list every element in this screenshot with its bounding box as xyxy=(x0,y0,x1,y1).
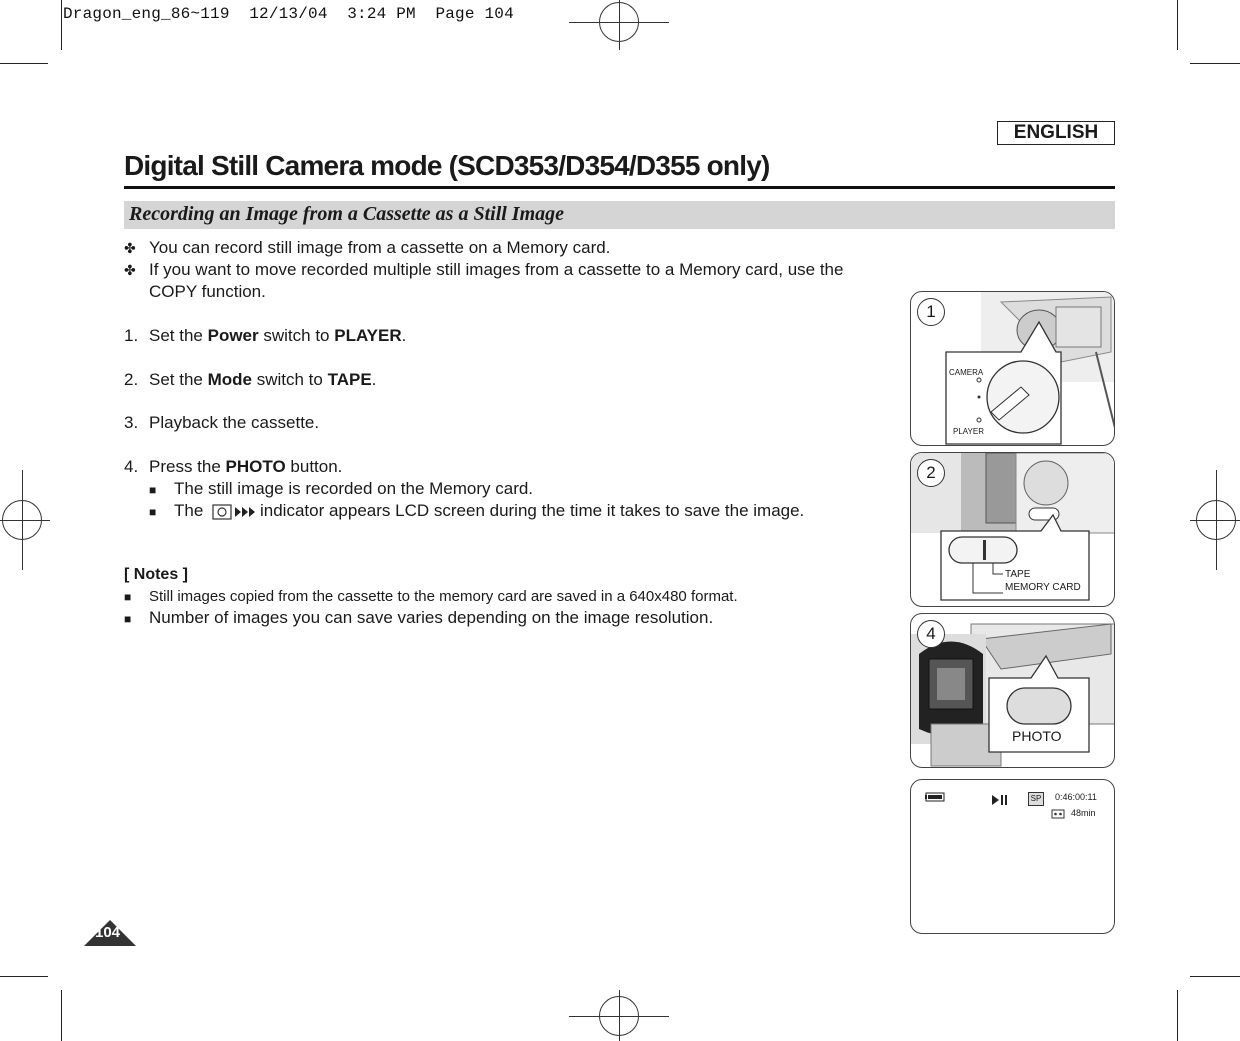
mode-label-tape: TAPE xyxy=(1005,569,1031,580)
crop-mark xyxy=(61,990,62,1041)
figure-photo-button xyxy=(910,613,1115,768)
step-4-sub: ■ The still image is recorded on the Memory card. xyxy=(149,479,534,498)
crop-mark xyxy=(1190,63,1240,64)
switch-label-player: PLAYER xyxy=(953,427,984,436)
figure-number-badge: 1 xyxy=(917,298,945,326)
note-item: ■ Number of images you can save varies depending on the image resolution. xyxy=(124,608,714,627)
figure-number-badge: 2 xyxy=(917,459,945,487)
mode-label-memory-card: MEMORY CARD xyxy=(1005,582,1081,593)
figure-power-switch xyxy=(910,291,1115,446)
cross-bullet-icon: ✤ xyxy=(124,262,136,278)
print-header: Dragon_eng_86~119 12/13/04 3:24 PM Page 104 xyxy=(63,5,514,23)
cross-bullet-icon: ✤ xyxy=(124,240,136,256)
bullet-item: ✤ If you want to move recorded multiple still images from a cassette to a Memory card, use the xyxy=(124,260,844,279)
title-rule xyxy=(124,186,1115,189)
square-bullet-icon: ■ xyxy=(149,505,157,519)
crop-mark xyxy=(1177,990,1178,1041)
photo-button-label: PHOTO xyxy=(1012,728,1062,744)
square-bullet-icon: ■ xyxy=(124,612,132,626)
camera-copy-indicator-icon xyxy=(212,503,260,521)
language-badge: ENGLISH xyxy=(997,121,1115,145)
page-number: 104 xyxy=(95,924,121,941)
figure-mode-switch xyxy=(910,452,1115,607)
crop-mark xyxy=(0,63,48,64)
switch-label-camera: CAMERA xyxy=(949,368,984,377)
step-4-sub: ■ The indicator appears LCD screen during the time it takes to save the image. xyxy=(149,501,805,520)
bullet-continuation: COPY function. xyxy=(149,282,266,301)
square-bullet-icon: ■ xyxy=(124,590,132,604)
step-3: 3. Playback the cassette. xyxy=(124,413,320,432)
note-item: ■ Still images copied from the cassette to the memory card are saved in a 640x480 format. xyxy=(124,588,738,605)
square-bullet-icon: ■ xyxy=(149,483,157,497)
step-1: 1. Set the Power switch to PLAYER. xyxy=(124,326,407,345)
lcd-remaining-time: 48min xyxy=(1071,808,1096,818)
cassette-icon xyxy=(1051,809,1065,819)
page-title: Digital Still Camera mode (SCD353/D354/D355 only) xyxy=(124,150,770,181)
crop-mark xyxy=(1190,976,1240,977)
notes-heading: [ Notes ] xyxy=(124,566,188,583)
step-2: 2. Set the Mode switch to TAPE. xyxy=(124,370,377,389)
crop-mark xyxy=(61,0,62,50)
step-4: 4. Press the PHOTO button. xyxy=(124,457,343,476)
play-pause-icon xyxy=(991,794,1009,806)
battery-icon xyxy=(925,791,947,803)
lcd-timecode: 0:46:00:11 xyxy=(1055,792,1097,802)
recording-mode-badge: SP xyxy=(1028,792,1044,806)
crop-mark xyxy=(0,976,48,977)
section-title: Recording an Image from a Cassette as a Still Image xyxy=(129,203,565,225)
figure-number-badge: 4 xyxy=(917,620,945,648)
bullet-item: ✤ You can record still image from a cassette on a Memory card. xyxy=(124,238,611,257)
crop-mark xyxy=(1177,0,1178,50)
lcd-screen-panel xyxy=(910,779,1115,934)
